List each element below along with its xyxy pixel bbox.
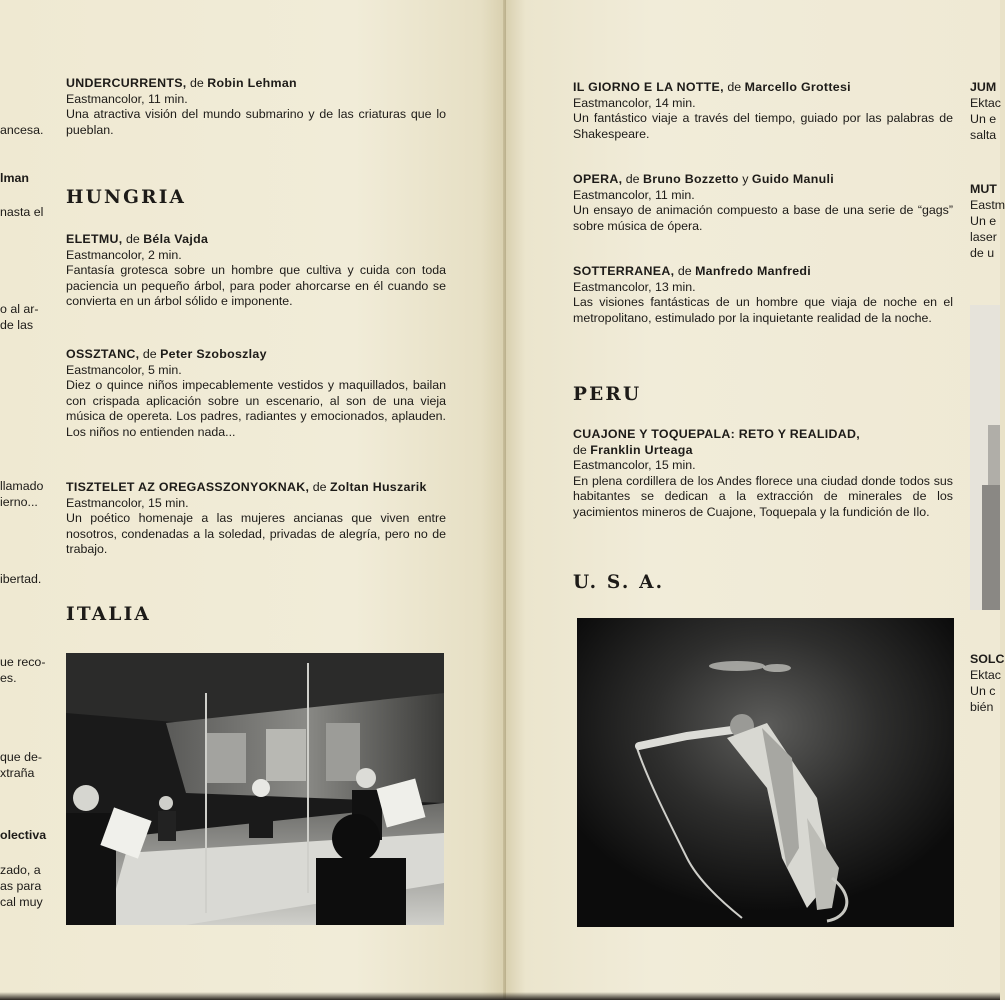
edge-fragment: de las	[0, 318, 34, 332]
edge-fragment: Ektac	[970, 668, 1001, 682]
edge-fragment: lman	[0, 171, 29, 185]
film-entry-ossztanc	[66, 347, 446, 441]
edge-fragment: es.	[0, 671, 17, 685]
film-title: ELETMU,	[66, 232, 123, 246]
film-entry-tisztelet	[66, 480, 446, 558]
film-title: TISZTELET AZ OREGASSZONYOKNAK,	[66, 480, 310, 494]
edge-fragment: Ektac	[970, 96, 1001, 110]
edge-fragment: bién	[970, 700, 994, 714]
right-page	[506, 0, 1005, 1000]
film-director: Bruno Bozzetto	[643, 172, 739, 186]
film-director-line	[573, 443, 953, 459]
film-entry-il-giorno	[573, 80, 953, 142]
section-heading-usa: U. S. A.	[573, 572, 665, 593]
edge-fragment: cal muy	[0, 895, 43, 909]
film-director: Robin Lehman	[207, 76, 297, 90]
edge-photo-fragment	[970, 305, 1000, 610]
film-title: SOTTERRANEA,	[573, 264, 675, 278]
de-text: de	[625, 172, 640, 186]
section-heading-peru: PERU	[573, 384, 642, 405]
film-format: Eastmancolor, 13 min.	[573, 279, 696, 294]
edge-fragment: de u	[970, 246, 995, 260]
edge-fragment: Eastm	[970, 198, 1005, 212]
film-description: Diez o quince niños impecablemente vestidos y maquillados, bailan con crispada aplicación sobre un escenario, al son de una vieja música de opereta. Los padres, radiantes y emocionados, aplauden. Los niños no entienden nada...	[66, 378, 446, 439]
film-description: Una atractiva visión del mundo submarino y de las criaturas que lo pueblan.	[66, 107, 446, 137]
film-title: CUAJONE Y TOQUEPALA: RETO Y REALIDAD,	[573, 427, 860, 441]
film-description: Un poético homenaje a las mujeres ancianas que viven entre nosotros, condenadas a la soledad, privadas de alegría, pero no de trabajo.	[66, 511, 446, 557]
edge-fragment: o al ar-	[0, 302, 39, 316]
film-title-line	[573, 264, 953, 280]
de-text: de	[312, 480, 327, 494]
section-heading-hungria: HUNGRIA	[66, 187, 187, 208]
edge-fragment: llamado	[0, 479, 44, 493]
de-text: de	[142, 347, 157, 361]
film-still-performer-photo	[577, 618, 954, 927]
film-description: Fantasía grotesca sobre un hombre que cultiva y cuida con toda paciencia un pequeño árbol, para poder ahorcarse en él cuando se convierta en un árbol sólido e imponente.	[66, 263, 446, 309]
de-text: de	[125, 232, 140, 246]
film-title: OSSZTANC,	[66, 347, 140, 361]
edge-fragment: Un c	[970, 684, 996, 698]
film-director: Béla Vajda	[143, 232, 209, 246]
de-text: de	[573, 442, 587, 457]
edge-fragment: Un e	[970, 112, 997, 126]
edge-fragment: ancesa.	[0, 123, 44, 137]
film-director-2: Guido Manuli	[751, 172, 834, 186]
edge-fragment: salta	[970, 128, 997, 142]
edge-fragment: laser	[970, 230, 997, 244]
film-format: Eastmancolor, 5 min.	[66, 362, 182, 377]
section-heading-italia: ITALIA	[66, 604, 151, 625]
film-entry-cuajone	[573, 427, 953, 521]
page-bottom-edge	[0, 992, 1000, 1000]
edge-fragment: ibertad.	[0, 572, 42, 586]
film-title-line	[573, 172, 953, 188]
de-text: de	[677, 264, 692, 278]
film-description: Las visiones fantásticas de un hombre que viaja de noche en el metropolitano, estimulado por la inquietante realidad de la noche.	[573, 295, 953, 325]
film-format: Eastmancolor, 2 min.	[66, 247, 182, 262]
film-description: En plena cordillera de los Andes florece una ciudad donde todos sus habitantes se dedican a la extracción de minerales de los yacimientos mineros de Cuajone, Toquepala y la fundición de Ilo.	[573, 473, 953, 519]
film-entry-eletmu	[66, 232, 446, 310]
film-title: OPERA,	[573, 172, 623, 186]
film-title: IL GIORNO E LA NOTTE,	[573, 80, 724, 94]
de-text: de	[190, 76, 204, 90]
film-director: Zoltan Huszarik	[329, 480, 427, 494]
edge-fragment: que de-	[0, 750, 43, 764]
edge-fragment: JUM	[970, 80, 997, 94]
edge-fragment: olectiva	[0, 828, 47, 842]
film-description: Un ensayo de animación compuesto a base de una serie de “gags” sobre música de ópera.	[573, 203, 953, 233]
edge-fragment: zado, a	[0, 863, 41, 877]
edge-fragment: Un e	[970, 214, 997, 228]
de-text: de	[727, 80, 742, 94]
film-director: Manfredo Manfredi	[695, 264, 811, 278]
film-title-line	[66, 76, 446, 92]
film-title-line	[66, 347, 446, 363]
edge-fragment: ue reco-	[0, 655, 46, 669]
y-text: y	[742, 172, 749, 186]
film-entry-sotterranea	[573, 264, 953, 326]
film-still-subway-photo	[66, 653, 444, 925]
edge-fragment: ierno...	[0, 495, 38, 509]
film-title-line	[66, 480, 446, 496]
film-director: Franklin Urteaga	[590, 442, 693, 457]
film-format: Eastmancolor, 11 min.	[573, 187, 695, 202]
film-director: Marcello Grottesi	[744, 80, 851, 94]
edge-fragment: xtraña	[0, 766, 35, 780]
edge-fragment: nasta el	[0, 205, 44, 219]
film-entry-opera	[573, 172, 953, 234]
film-entry-undercurrents	[66, 76, 446, 138]
film-format: Eastmancolor, 15 min.	[66, 495, 189, 510]
film-format: Eastmancolor, 15 min.	[573, 458, 696, 473]
edge-fragment: SOLC	[970, 652, 1005, 666]
film-title-line	[573, 80, 953, 96]
film-title-line	[66, 232, 446, 248]
film-format: Eastmancolor, 14 min.	[573, 95, 696, 110]
edge-fragment: MUT	[970, 182, 997, 196]
film-title: UNDERCURRENTS,	[66, 76, 187, 90]
film-director: Peter Szoboszlay	[160, 347, 267, 361]
film-format: Eastmancolor, 11 min.	[66, 91, 188, 106]
edge-fragment: as para	[0, 879, 42, 893]
film-description: Un fantástico viaje a través del tiempo, guiado por las palabras de Shakespeare.	[573, 111, 953, 141]
